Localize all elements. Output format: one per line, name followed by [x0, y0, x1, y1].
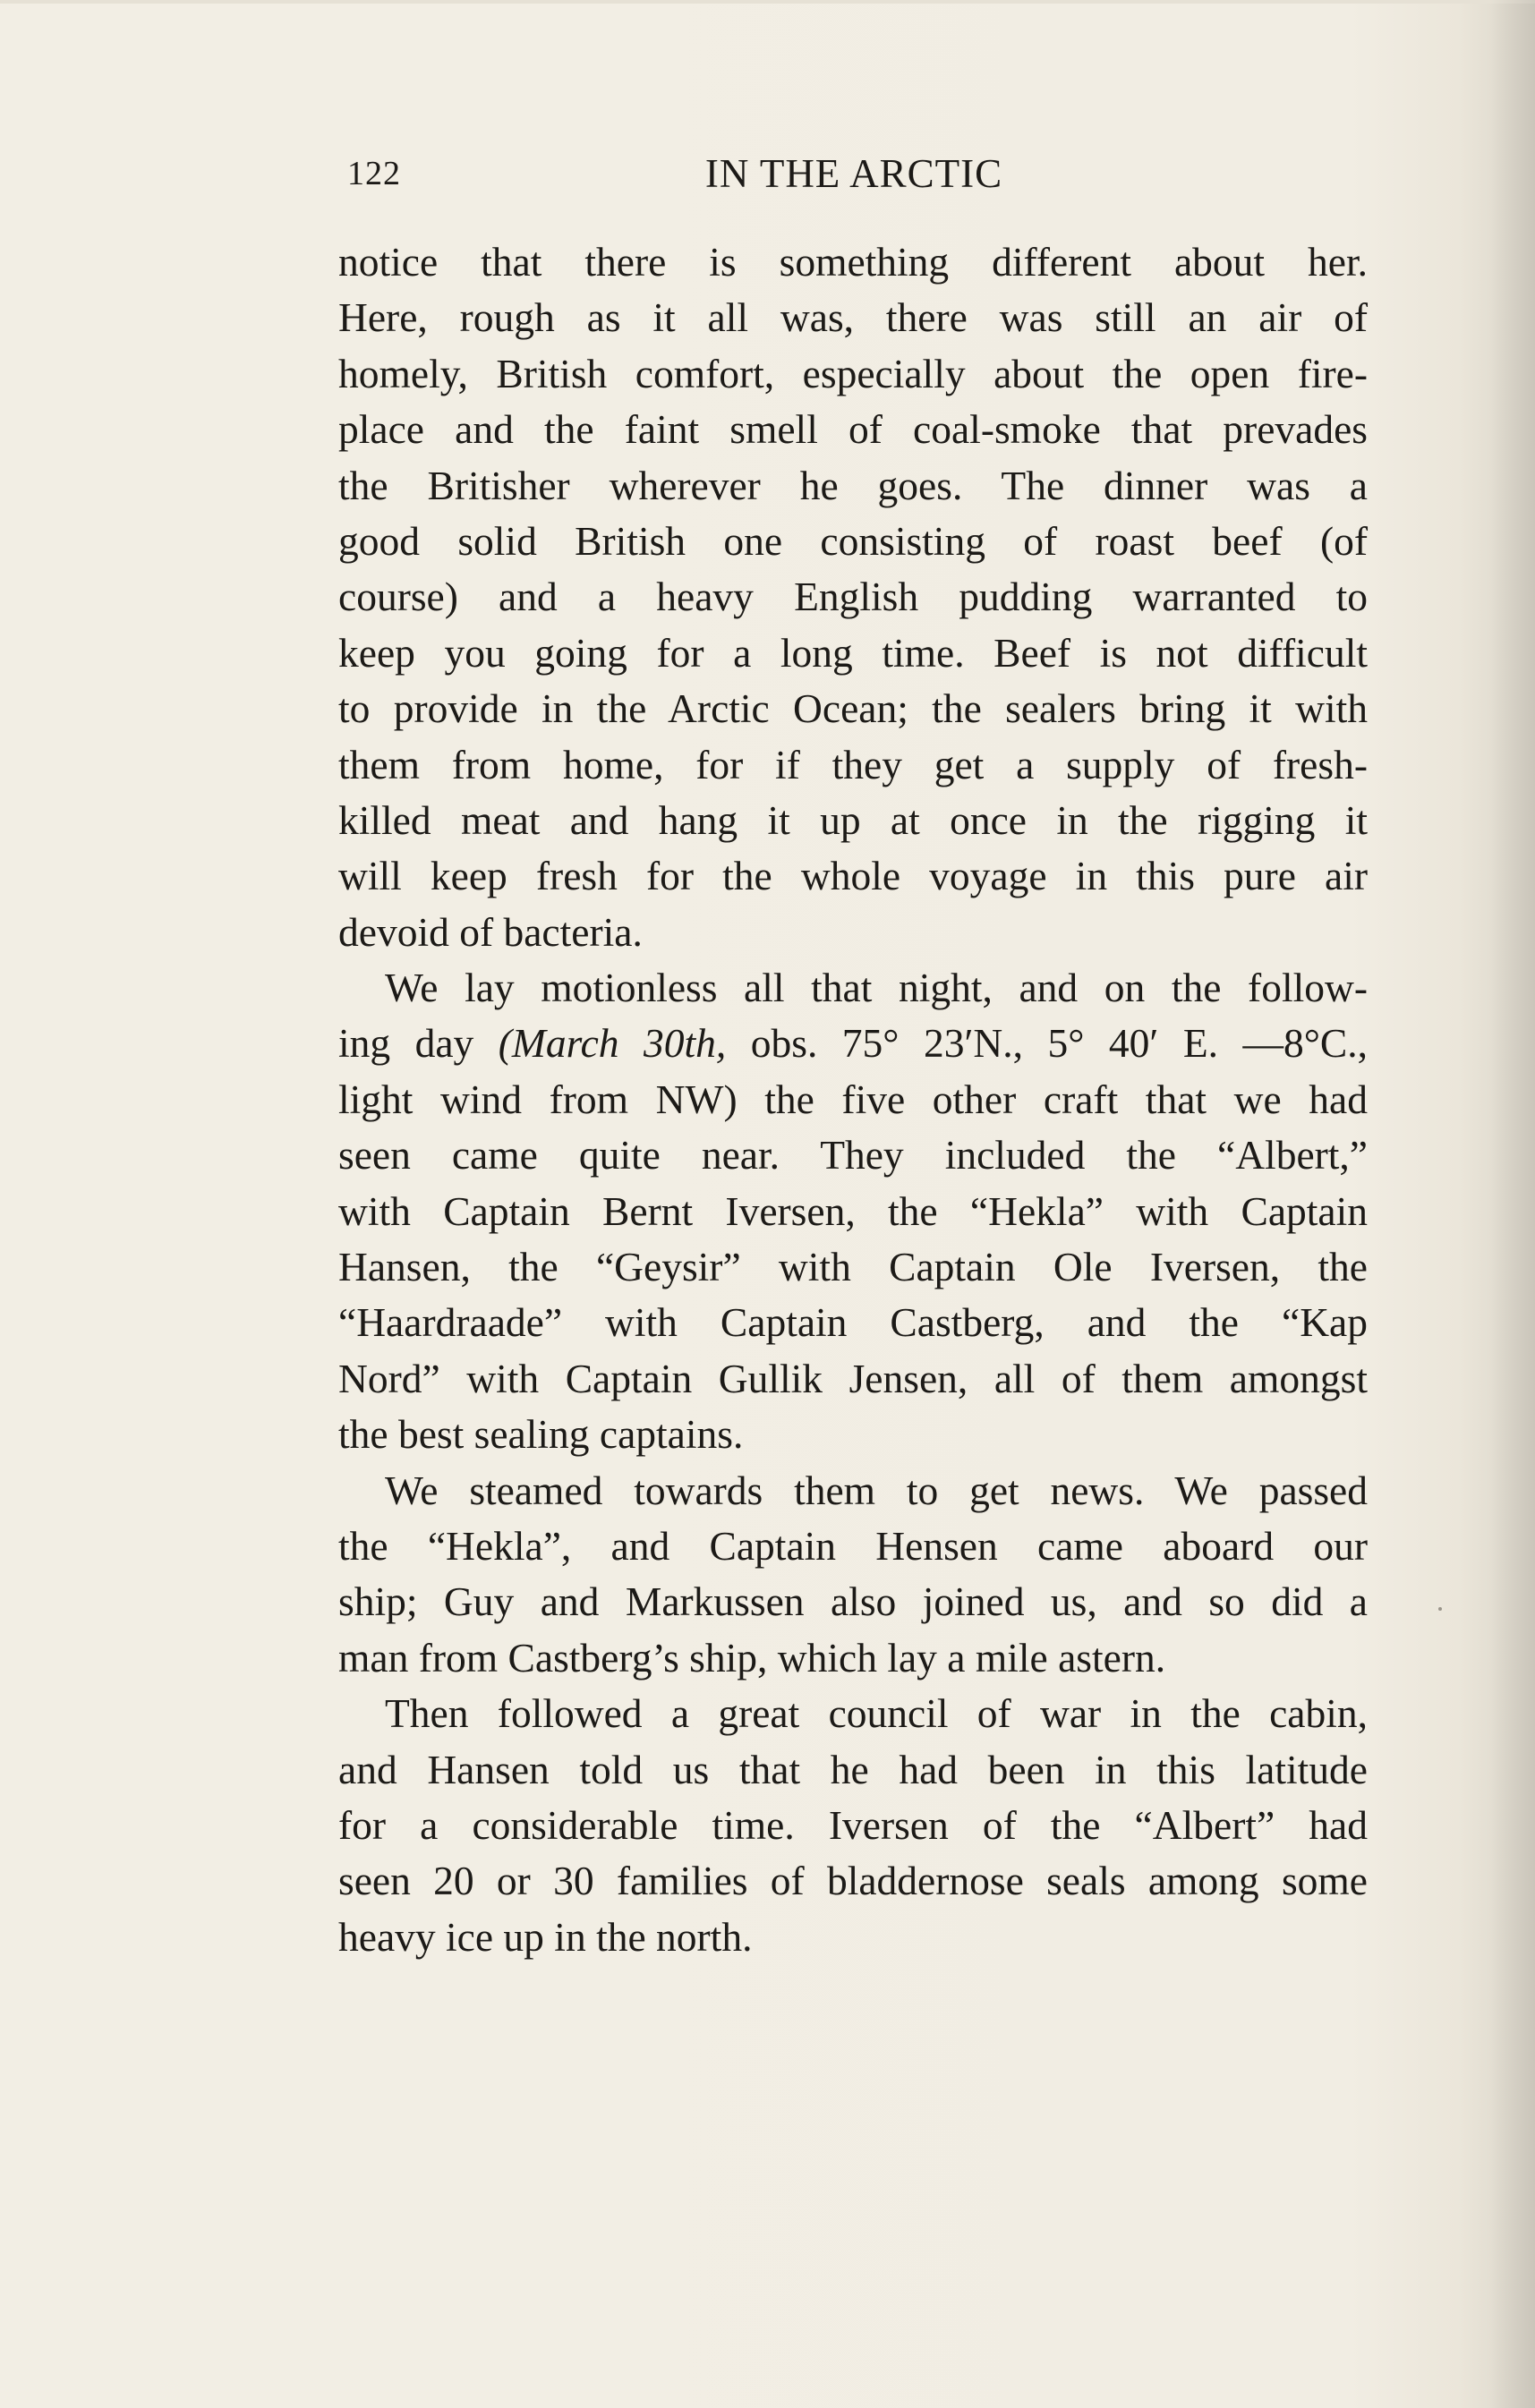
text-line: with Captain Bernt Iversen, the “Hekla” with Captain [338, 1187, 1368, 1234]
text-line: We steamed towards them to get news. We passed [385, 1467, 1368, 1513]
text-line: killed meat and hang it up at once in the rigging it [338, 796, 1368, 843]
text-line: and Hansen told us that he had been in this latitude [338, 1746, 1368, 1792]
text-line: man from Castberg’s ship, which lay a mile astern. [338, 1634, 1166, 1680]
text-line: We lay motionless all that night, and on the follow- [385, 965, 1368, 1011]
text-line: the “Hekla”, and Captain Hensen came aboard our [338, 1522, 1368, 1569]
running-head: IN THE ARCTIC [704, 151, 1003, 196]
text-line: Here, rough as it all was, there was still an air of [338, 294, 1368, 341]
text-segment: ing day [338, 1020, 474, 1067]
text-line: seen came quite near. They included the “Albert,” [338, 1132, 1368, 1178]
page-number: 122 [347, 155, 401, 192]
page-gutter-shadow [1490, 0, 1535, 2408]
text-line: place and the faint smell of coal-smoke that prevades [338, 406, 1368, 453]
paragraph-4 [338, 1686, 1368, 1965]
page-top-edge [0, 0, 1535, 4]
italic-date: (March 30th, [498, 1020, 727, 1067]
paragraph-2 [338, 960, 1368, 1463]
text-line: the best sealing captains. [338, 1411, 744, 1458]
text-line: “Haardraade” with Captain Castberg, and the “Kap [338, 1299, 1368, 1346]
text-line-with-date [338, 1016, 1368, 1071]
text-line: the Britisher wherever he goes. The dinner was a [338, 462, 1368, 508]
paragraph-1 [338, 234, 1368, 960]
text-line: notice that there is something different about her. [338, 239, 1368, 285]
text-line: for a considerable time. Iversen of the “Albert” had [338, 1801, 1368, 1848]
text-line: heavy ice up in the north. [338, 1913, 753, 1960]
ink-speck [1438, 1607, 1442, 1611]
page-header [338, 150, 1369, 204]
text-line: seen 20 or 30 families of bladdernose seals among some [338, 1858, 1368, 1904]
text-line: Then followed a great council of war in the cabin, [385, 1690, 1368, 1737]
text-line: Nord” with Captain Gullik Jensen, all of them amongst [338, 1355, 1368, 1401]
body-text [338, 234, 1368, 1965]
text-line: them from home, for if they get a supply of fresh- [338, 741, 1368, 787]
text-line: keep you going for a long time. Beef is not difficult [338, 629, 1368, 676]
text-line: course) and a heavy English pudding warranted to [338, 574, 1368, 620]
text-line: to provide in the Arctic Ocean; the sealers bring it with [338, 685, 1368, 732]
text-line: Hansen, the “Geysir” with Captain Ole Iversen, the [338, 1244, 1368, 1290]
text-line: will keep fresh for the whole voyage in this pure air [338, 853, 1368, 899]
text-line: devoid of bacteria. [338, 908, 643, 955]
text-line: light wind from NW) the five other craft that we had [338, 1076, 1368, 1122]
paragraph-3 [338, 1463, 1368, 1687]
text-line: homely, British comfort, especially about the open fire- [338, 350, 1368, 396]
text-line: good solid British one consisting of roast beef (of [338, 517, 1368, 564]
text-line: ship; Guy and Markussen also joined us, and so did a [338, 1578, 1368, 1625]
observation-text: obs. 75° 23′N., 5° 40′ E. —8°C., [750, 1020, 1368, 1067]
